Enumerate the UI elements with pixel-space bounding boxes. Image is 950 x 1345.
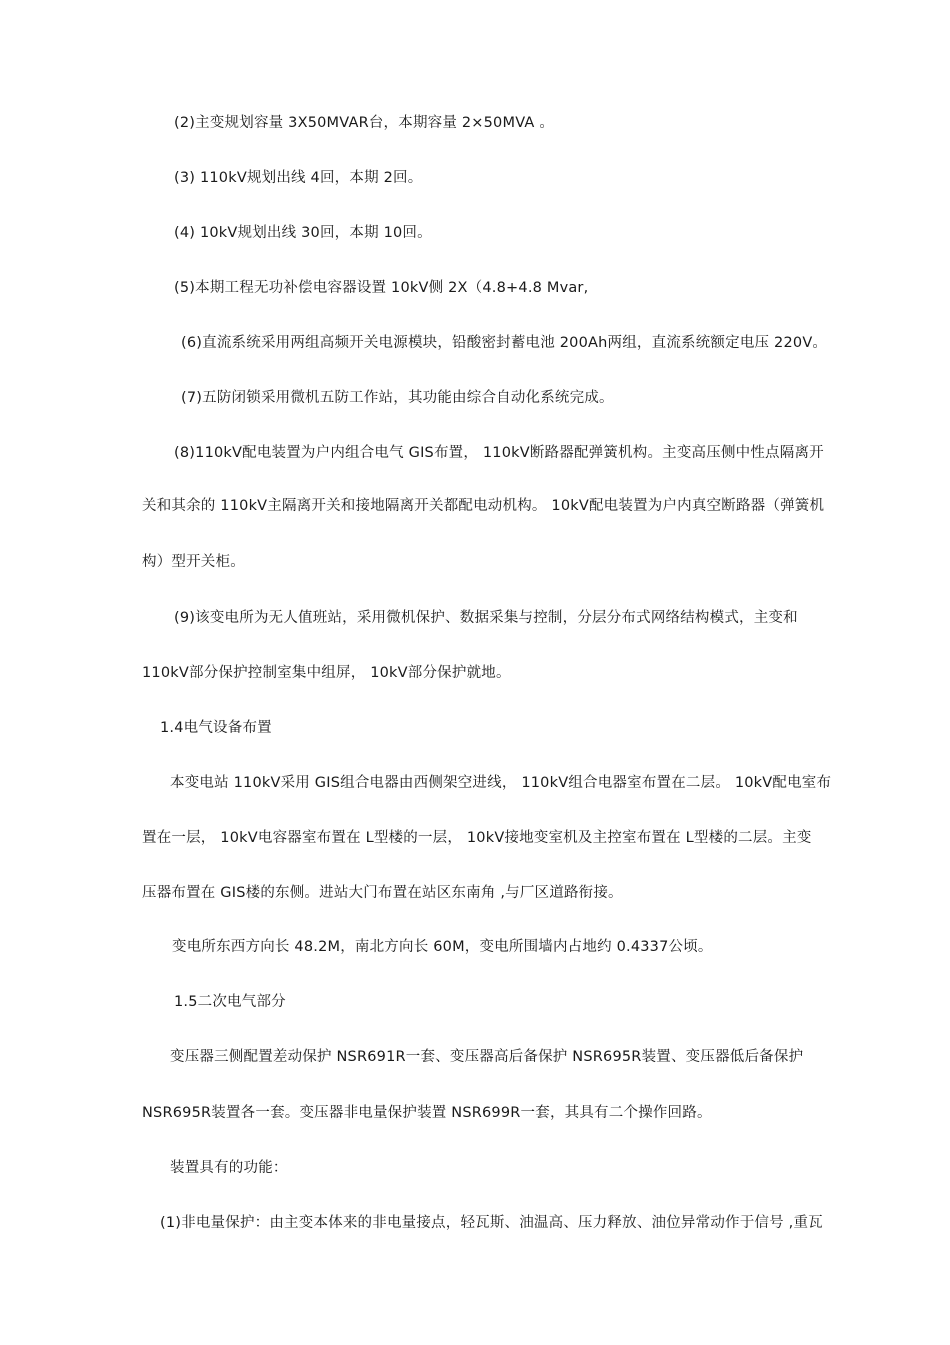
para-110kv-switchgear-line1: (8)110kV配电装置为户内组合电气 GIS布置， 110kV断路器配弹簧机构。主变高压侧中性点隔离开: [174, 445, 824, 461]
para-layout-line1: 本变电站 110kV采用 GIS组合电器由西侧架空进线， 110kV组合电器室布置在二层。 10kV配电室布: [170, 775, 832, 791]
para-device-functions: 装置具有的功能：: [170, 1160, 288, 1176]
section-heading-secondary-electrical: 1.5二次电气部分: [174, 994, 286, 1010]
para-unattended-station-line1: (9)该变电所为无人值班站，采用微机保护、数据采集与控制，分层分布式网络结构模式，主变和: [174, 610, 798, 626]
para-protection-line1: 变压器三侧配置差动保护 NSR691R一套、变压器高后备保护 NSR695R装置、变压器低后备保护: [170, 1049, 804, 1065]
section-heading-equipment-layout: 1.4电气设备布置: [160, 720, 272, 736]
para-reactive-compensation: (5)本期工程无功补偿电容器设置 10kV侧 2X（4.8+4.8 Mvar,: [174, 280, 589, 296]
para-unattended-station-line2: 110kV部分保护控制室集中组屏， 10kV部分保护就地。: [142, 665, 511, 681]
para-110kv-switchgear-line2: 关和其余的 110kV主隔离开关和接地隔离开关都配电动机构。 10kV配电装置为户内真空断路器（弹簧机: [142, 498, 825, 514]
para-main-transformer-capacity: (2)主变规划容量 3X50MVAR台，本期容量 2×50MVA 。: [174, 115, 555, 131]
para-dc-system: (6)直流系统采用两组高频开关电源模块，铅酸密封蓄电池 200Ah两组，直流系统额定电压 220V。: [181, 335, 828, 351]
para-10kv-outgoing-lines: (4) 10kV规划出线 30回，本期 10回。: [174, 225, 432, 241]
para-layout-line2: 置在一层， 10kV电容器室布置在 L型楼的一层， 10kV接地变室机及主控室布置在 L型楼的二层。主变: [142, 830, 812, 846]
para-protection-line2: NSR695R装置各一套。变压器非电量保护装置 NSR699R一套，其具有二个操作回路。: [142, 1105, 712, 1121]
para-110kv-switchgear-line3: 构）型开关柜。: [142, 554, 245, 570]
para-110kv-outgoing-lines: (3) 110kV规划出线 4回，本期 2回。: [174, 170, 423, 186]
para-site-dimensions: 变电所东西方向长 48.2M，南北方向长 60M，变电所围墙内占地约 0.4337公顷。: [172, 939, 713, 955]
para-layout-line3: 压器布置在 GIS楼的东侧。进站大门布置在站区东南角 ,与厂区道路衔接。: [142, 885, 623, 901]
para-non-electrical-protection: (1)非电量保护：由主变本体来的非电量接点，轻瓦斯、油温高、压力释放、油位异常动作于信号 ,重瓦: [160, 1215, 823, 1231]
para-five-prevention-lock: (7)五防闭锁采用微机五防工作站，其功能由综合自动化系统完成。: [181, 390, 614, 406]
